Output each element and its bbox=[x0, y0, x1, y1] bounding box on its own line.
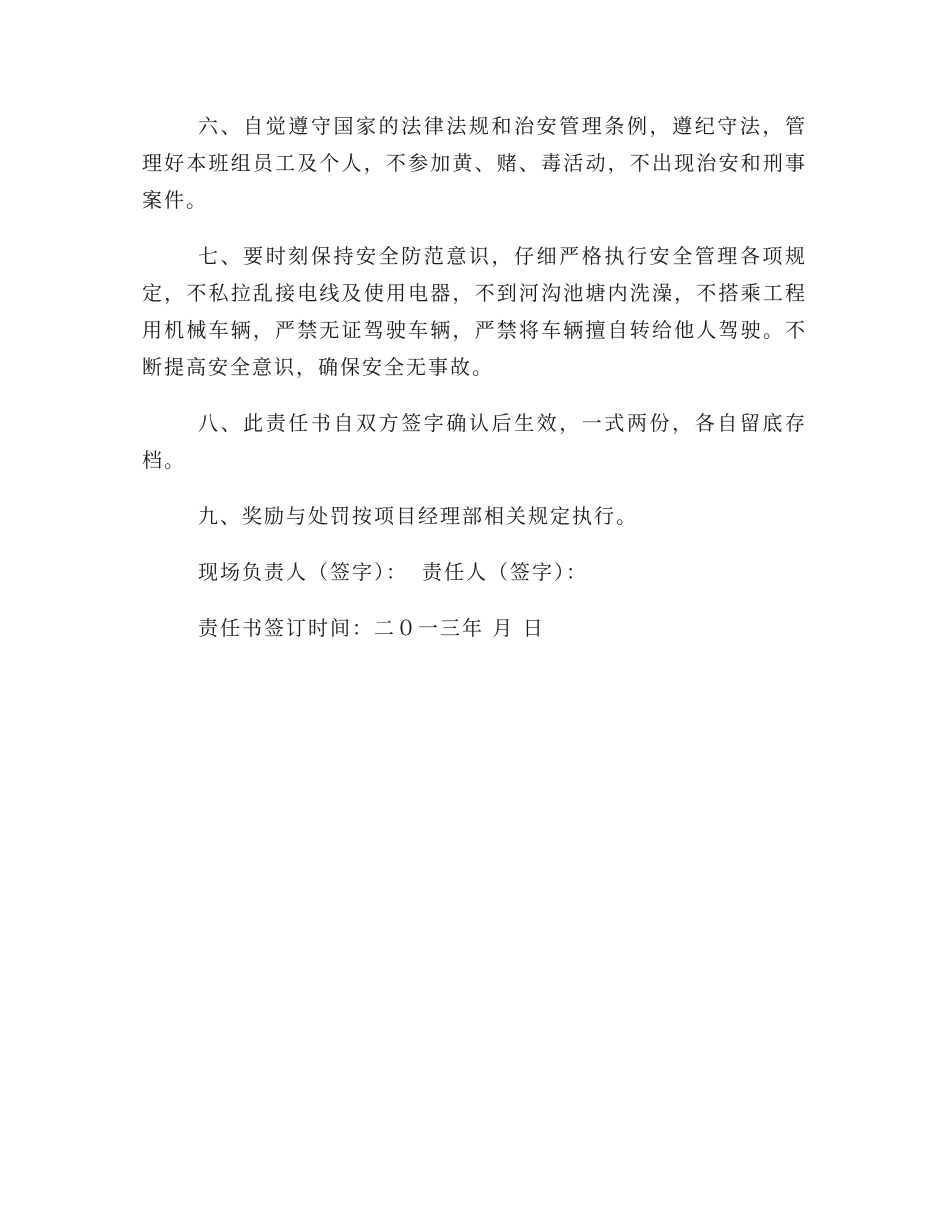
clause-eight: 八、此责任书自双方签字确认后生效，一式两份，各自留底存档。 bbox=[142, 411, 807, 472]
clause-nine: 九、奖励与处罚按项目经理部相关规定执行。 bbox=[198, 504, 638, 528]
responsible-person-signature-label: 责任人（签字）： bbox=[422, 560, 588, 584]
signing-time: 责任书签订时间：二０一三年 月 日 bbox=[198, 616, 545, 640]
document-body bbox=[142, 108, 807, 666]
clause-seven: 七、要时刻保持安全防范意识，仔细严格执行安全管理各项规定，不私拉乱接电线及使用电器，不到河沟池塘内洗澡，不搭乘工程用机械车辆，严禁无证驾驶车辆，严禁将车辆擅自转给他人驾驶。不断提高安全意识，确保安全无事故。 bbox=[142, 244, 807, 379]
clause-six: 六、自觉遵守国家的法律法规和治安管理条例，遵纪守法，管理好本班组员工及个人，不参加黄、赌、毒活动，不出现治安和刑事案件。 bbox=[142, 114, 807, 212]
signature-line bbox=[142, 554, 807, 591]
site-manager-signature-label: 现场负责人（签字）： bbox=[198, 560, 408, 584]
